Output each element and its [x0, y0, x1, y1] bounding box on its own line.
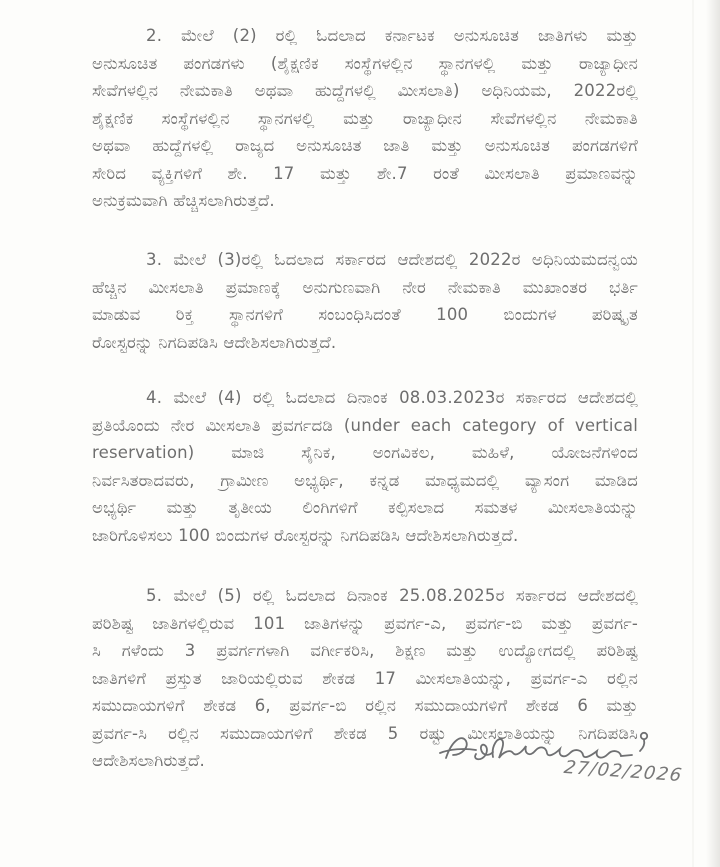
text-line: ಜಾತಿಗಳಿಗೆ ಪ್ರಸ್ತುತ ಜಾರಿಯಲ್ಲಿರುವ ಶೇಕಡ 17 ಮೀಸಲಾತಿಯನ್ನು, ಪ್ರವರ್ಗ-ಎ ರಲ್ಲಿನ — [92, 668, 638, 688]
text-line: ಸೇವೆಗಳಲ್ಲಿನ ನೇಮಕಾತಿ ಅಥವಾ ಹುದ್ದೆಗಳಲ್ಲಿ ಮೀಸಲಾತಿ) ಅಧಿನಿಯಮ, 2022ರಲ್ಲಿ — [92, 81, 638, 100]
text-line: ಸೇರಿದ ವ್ಯಕ್ತಿಗಳಿಗೆ ಶೇ. 17 ಮತ್ತು ಶೇ.7 ರಂತೆ ಮೀಸಲಾತಿ ಪ್ರಮಾಣವನ್ನು — [92, 163, 638, 183]
text-line: ಮಾಡುವ ರಿಕ್ತ ಸ್ಥಾನಗಳಿಗೆ ಸಂಬಂಧಿಸಿದಂತೆ 100 ಬಿಂದುಗಳ ಪರಿಷ್ಕೃತ — [92, 305, 638, 324]
text-line: ಪರಿಶಿಷ್ಟ ಜಾತಿಗಳಲ್ಲಿರುವ 101 ಜಾತಿಗಳನ್ನು ಪ್ರವರ್ಗ-ಎ, ಪ್ರವರ್ಗ-ಬಿ ಮತ್ತು ಪ್ರವರ್ಗ- — [92, 613, 638, 633]
text-line: 3. ಮೇಲೆ (3)ರಲ್ಲಿ ಓದಲಾದ ಸರ್ಕಾರದ ಆದೇಶದಲ್ಲಿ 2022ರ ಅಧಿನಿಯಮದನ್ವಯ — [146, 250, 638, 269]
text-line: ಅನುಸೂಚಿತ ಪಂಗಡಗಳು (ಶೈಕ್ಷಣಿಕ ಸಂಸ್ಥೆಗಳಲ್ಲಿನ ಸ್ಥಾನಗಳಲ್ಲಿ ಮತ್ತು ರಾಜ್ಯಾಧೀನ — [92, 53, 638, 73]
text-line: ಪ್ರವರ್ಗ-ಸಿ ರಲ್ಲಿನ ಸಮುದಾಯಗಳಿಗೆ ಶೇಕಡ 5 ರಷ್ಟು ಮೀಸಲಾತಿಯನ್ನು ನಿಗದಿಪಡಿಸಿ — [92, 723, 638, 743]
text-line: ಅನುಕ್ರಮವಾಗಿ ಹೆಚ್ಚಿಸಲಾಗಿರುತ್ತದೆ. — [92, 191, 275, 210]
text-line: reservation) ಮಾಜಿ ಸೈನಿಕ, ಅಂಗವಿಕಲ, ಮಹಿಳೆ, ಯೋಜನೆಗಳಿಂದ — [92, 443, 638, 462]
paragraph-3 — [92, 246, 638, 356]
text-line: ಜಾರಿಗೊಳಿಸಲು 100 ಬಿಂದುಗಳ ರೋಸ್ಟರನ್ನು ನಿಗದಿಪಡಿಸಿ ಆದೇಶಿಸಲಾಗಿರುತ್ತದೆ. — [92, 525, 519, 545]
text-line: ಅಥವಾ ಹುದ್ದೆಗಳಲ್ಲಿ ರಾಜ್ಯದ ಅನುಸೂಚಿತ ಜಾತಿ ಮತ್ತು ಅನುಸೂಚಿತ ಪಂಗಡಗಳಿಗೆ — [92, 136, 638, 155]
text-line: ಸಿ ಗಳೆಂದು 3 ಪ್ರವರ್ಗಗಳಾಗಿ ವರ್ಗೀಕರಿಸಿ, ಶಿಕ್ಷಣ ಮತ್ತು ಉದ್ಯೋಗದಲ್ಲಿ ಪರಿಶಿಷ್ಟ — [92, 641, 638, 660]
text-line: ಅಭ್ಯರ್ಥಿ ಮತ್ತು ತೃತೀಯ ಲಿಂಗಿಗಳಿಗೆ ಕಲ್ಪಿಸಲಾದ ಸಮತಳ ಮೀಸಲಾತಿಯನ್ನು — [92, 498, 638, 517]
text-line: ಪ್ರತಿಯೊಂದು ನೇರ ಮೀಸಲಾತಿ ಪ್ರವರ್ಗದಡಿ (under each category of vertical — [92, 415, 638, 435]
text-line: ಆದೇಶಿಸಲಾಗಿರುತ್ತದೆ. — [92, 751, 205, 770]
text-line: ಸಮುದಾಯಗಳಿಗೆ ಶೇಕಡ 6, ಪ್ರವರ್ಗ-ಬಿ ರಲ್ಲಿನ ಸಮುದಾಯಗಳಿಗೆ ಶೇಕಡ 6 ಮತ್ತು — [92, 696, 638, 715]
signature-date: 27/02/2026 — [562, 757, 685, 787]
paragraph-2 — [92, 22, 638, 215]
text-line: 4. ಮೇಲೆ (4) ರಲ್ಲಿ ಓದಲಾದ ದಿನಾಂಕ 08.03.2023ರ ಸರ್ಕಾರದ ಆದೇಶದಲ್ಲಿ — [146, 388, 638, 407]
text-line: ನಿರ್ವಸಿತರಾದವರು, ಗ್ರಾಮೀಣ ಅಭ್ಯರ್ಥಿ, ಕನ್ನಡ ಮಾಧ್ಯಮದಲ್ಲಿ ವ್ಯಾಸಂಗ ಮಾಡಿದ — [92, 470, 638, 490]
scan-edge-shadow — [706, 0, 720, 867]
text-line: 2. ಮೇಲೆ (2) ರಲ್ಲಿ ಓದಲಾದ ಕರ್ನಾಟಕ ಅನುಸೂಚಿತ ಜಾತಿಗಳು ಮತ್ತು — [146, 26, 638, 45]
text-line: ಶೈಕ್ಷಣಿಕ ಸಂಸ್ಥೆಗಳಲ್ಲಿನ ಸ್ಥಾನಗಳಲ್ಲಿ ಮತ್ತು ರಾಜ್ಯಾಧೀನ ಸೇವೆಗಳಲ್ಲಿನ ನೇಮಕಾತಿ — [92, 108, 638, 128]
paragraph-4 — [92, 384, 638, 549]
text-line: ರೋಸ್ಟರನ್ನು ನಿಗದಿಪಡಿಸಿ ಆದೇಶಿಸಲಾಗಿರುತ್ತದೆ. — [92, 332, 337, 352]
scan-edge-line — [692, 0, 694, 867]
text-line: 5. ಮೇಲೆ (5) ರಲ್ಲಿ ಓದಲಾದ ದಿನಾಂಕ 25.08.2025ರ ಸರ್ಕಾರದ ಆದೇಶದಲ್ಲಿ — [146, 586, 638, 605]
text-line: ಹೆಚ್ಚಿನ ಮೀಸಲಾತಿ ಪ್ರಮಾಣಕ್ಕೆ ಅನುಗುಣವಾಗಿ ನೇರ ನೇಮಕಾತಿ ಮುಖಾಂತರ ಭರ್ತಿ — [92, 277, 638, 297]
